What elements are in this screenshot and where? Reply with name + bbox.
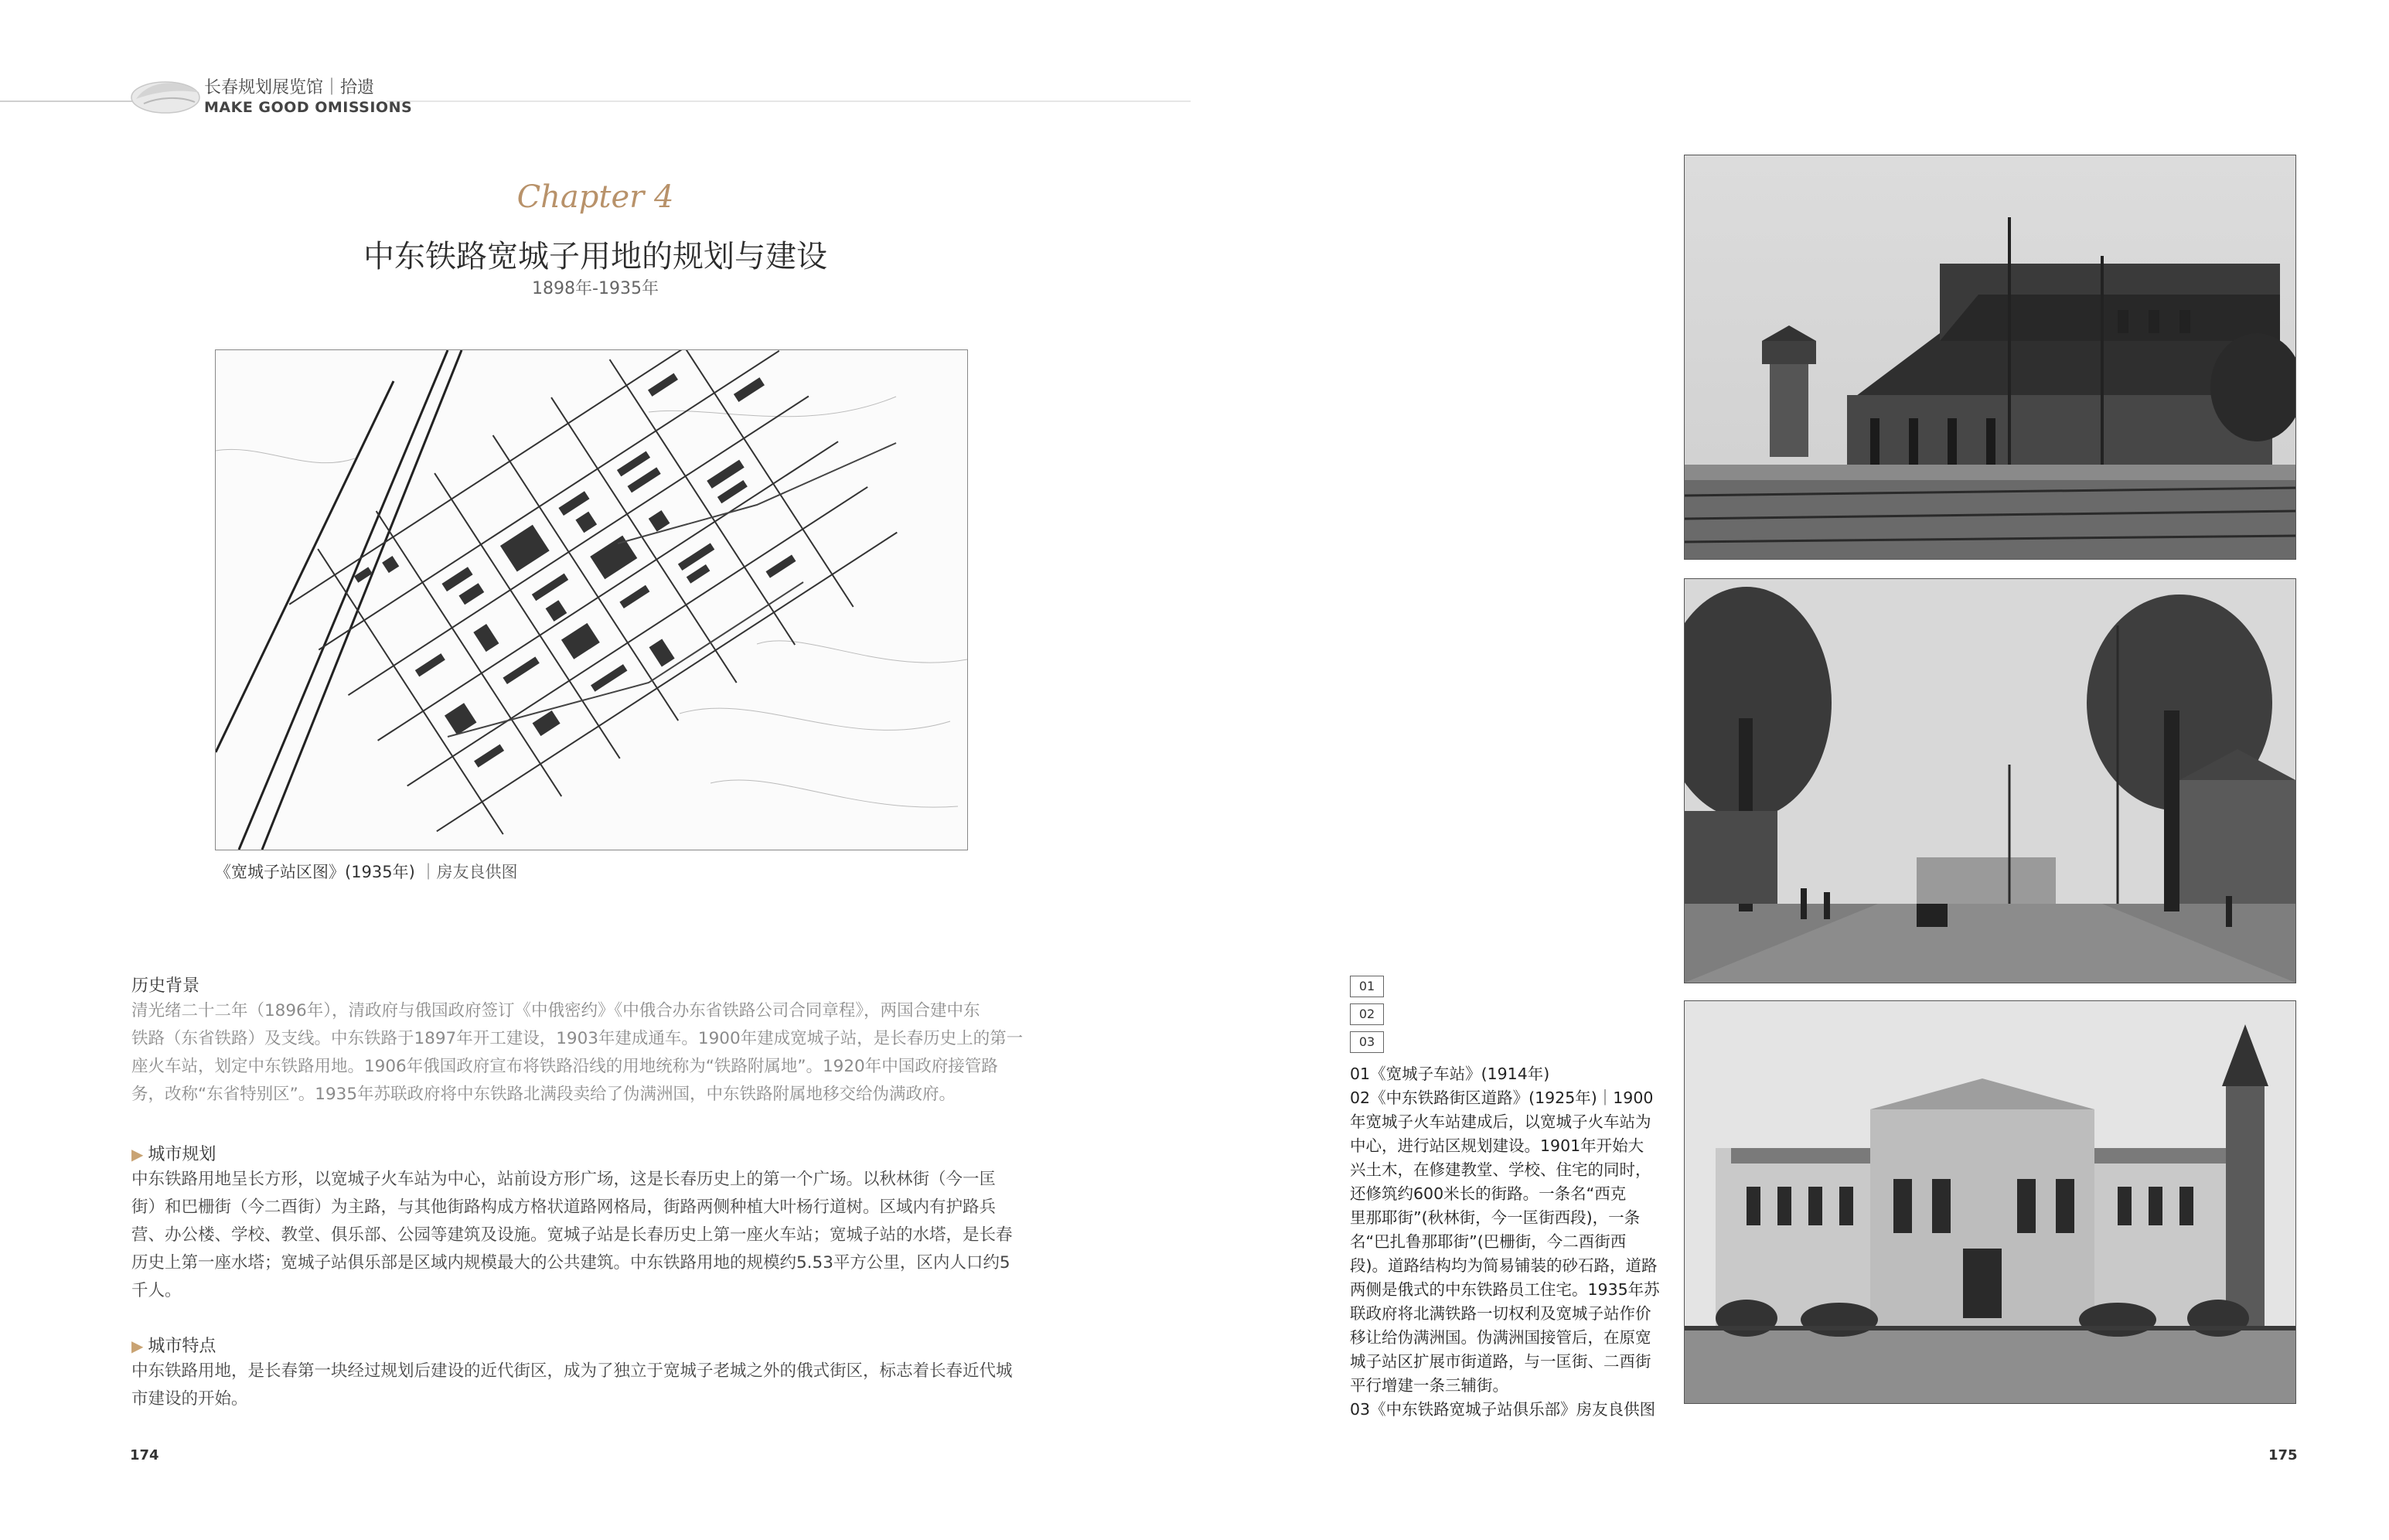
features-line: 市建设的开始。 — [131, 1389, 248, 1409]
map-caption-credit: ｜房友良供图 — [420, 863, 518, 881]
history-line: 务，改称“东省特别区”。1935年苏联政府将中东铁路北满段卖给了伪满洲国，中东铁路附属地移交给伪满政府。 — [131, 1085, 956, 1104]
caption-02-line: 平行增建一条三辅街。 — [1350, 1376, 1508, 1395]
page-number-right: 175 — [2268, 1447, 2298, 1463]
photo-01-drawing — [1685, 155, 2295, 559]
photo-number-01: 01 — [1350, 976, 1384, 997]
planning-line: 营、办公楼、学校、教堂、俱乐部、公园等建筑及设施。宽城子站是长春历史上第一座火车站；宽城子站的水塔，是长春 — [131, 1225, 1013, 1245]
page-number-left: 174 — [130, 1447, 159, 1463]
caption-02-line: 兴土木，在修建教堂、学校、住宅的同时， — [1350, 1160, 1651, 1179]
caption-02-line: 两侧是俄式的中东铁路员工住宅。1935年苏 — [1350, 1280, 1660, 1299]
caption-02-line: 联政府将北满铁路一切权利及宽城子站作价 — [1350, 1304, 1651, 1323]
section-title-features: 城市特点 — [148, 1337, 216, 1356]
planning-line: 历史上第一座水塔；宽城子站俱乐部是区域内规模最大的公共建筑。中东铁路用地的规模约5.53平方公里，区内人口约5 — [131, 1253, 1010, 1273]
header-subtitle: MAKE GOOD OMISSIONS — [204, 99, 413, 116]
triangle-bullet-icon: ▶ — [131, 1337, 144, 1355]
section-body-history — [131, 997, 1075, 1109]
photo-02-street — [1684, 578, 2296, 983]
section-body-features — [131, 1358, 1075, 1413]
history-line: 铁路（东省铁路）及支线。中东铁路于1897年开工建设，1903年建成通车。1900年建成宽城子站，是长春历史上的第一 — [131, 1029, 1024, 1048]
caption-02-line: 年宽城子火车站建成后，以宽城子火车站为 — [1350, 1112, 1651, 1131]
features-line: 中东铁路用地，是长春第一块经过规划后建设的近代街区，成为了独立于宽城子老城之外的俄式街区，标志着长春近代城 — [131, 1361, 1013, 1381]
header-title: 长春规划展览馆｜拾遗 — [204, 78, 375, 97]
caption-02-line: 段)。道路结构均为简易铺装的砂石路，道路 — [1350, 1256, 1658, 1275]
caption-02-line: 名“巴扎鲁那耶街”(巴栅街，今二酉街西 — [1350, 1232, 1627, 1251]
caption-02-line: 中心，进行站区规划建设。1901年开始大 — [1350, 1136, 1644, 1155]
section-heading-features — [131, 1333, 216, 1357]
section-heading-planning — [131, 1141, 216, 1165]
photo-03-club — [1684, 1000, 2296, 1404]
caption-02-line: 移让给伪满洲国。伪满洲国接管后，在原宽 — [1350, 1328, 1651, 1347]
caption-02-line: 里那耶街”(秋林街，今一匡街西段)，一条 — [1350, 1208, 1641, 1227]
photo-captions — [1350, 1062, 1659, 1422]
map-drawing — [216, 350, 967, 850]
photo-03-drawing — [1685, 1001, 2295, 1403]
photo-02-drawing — [1685, 579, 2295, 983]
photo-number-02: 02 — [1350, 1003, 1384, 1025]
photo-number-03: 03 — [1350, 1031, 1384, 1053]
planning-line: 街）和巴栅街（今二酉街）为主路，与其他街路构成方格状道路网格局，街路两侧种植大叶杨行道树。区域内有护路兵 — [131, 1198, 997, 1217]
header-rule-right — [387, 101, 1191, 102]
chapter-years: 1898年-1935年 — [532, 279, 659, 298]
map-caption-title: 《宽城子站区图》(1935年) — [215, 863, 415, 881]
chapter-label: Chapter 4 — [516, 179, 674, 215]
caption-02-line: 城子站区扩展市街道路，与一匡街、二酉街 — [1350, 1352, 1651, 1371]
caption-02-line: 02《中东铁路街区道路》(1925年)｜1900 — [1350, 1089, 1654, 1107]
station-area-map — [215, 349, 968, 850]
map-caption — [215, 860, 518, 883]
planning-line: 中东铁路用地呈长方形，以宽城子火车站为中心，站前设方形广场，这是长春历史上的第一个广场。以秋林街（今一匡 — [131, 1170, 997, 1189]
triangle-bullet-icon: ▶ — [131, 1145, 144, 1164]
exhibition-logo-icon — [125, 66, 210, 121]
section-title-planning: 城市规划 — [148, 1145, 216, 1164]
photo-01-station — [1684, 155, 2296, 560]
history-line: 清光绪二十二年（1896年），清政府与俄国政府签订《中俄密约》《中俄合办东省铁路公司合同章程》，两国合建中东 — [131, 1001, 980, 1020]
caption-01: 01《宽城子车站》(1914年) — [1350, 1065, 1550, 1083]
caption-03: 03《中东铁路宽城子站俱乐部》房友良供图 — [1350, 1400, 1656, 1419]
history-line: 座火车站，划定中东铁路用地。1906年俄国政府宣布将铁路沿线的用地统称为“铁路附属地”。1920年中国政府接管路 — [131, 1057, 998, 1076]
caption-02-line: 还修筑约600米长的街路。一条名“西克 — [1350, 1184, 1627, 1203]
chapter-title: 中东铁路宽城子用地的规划与建设 — [363, 239, 827, 274]
section-body-planning — [131, 1166, 1075, 1305]
planning-line: 千人。 — [131, 1281, 182, 1300]
section-title-history: 历史背景 — [131, 976, 200, 996]
